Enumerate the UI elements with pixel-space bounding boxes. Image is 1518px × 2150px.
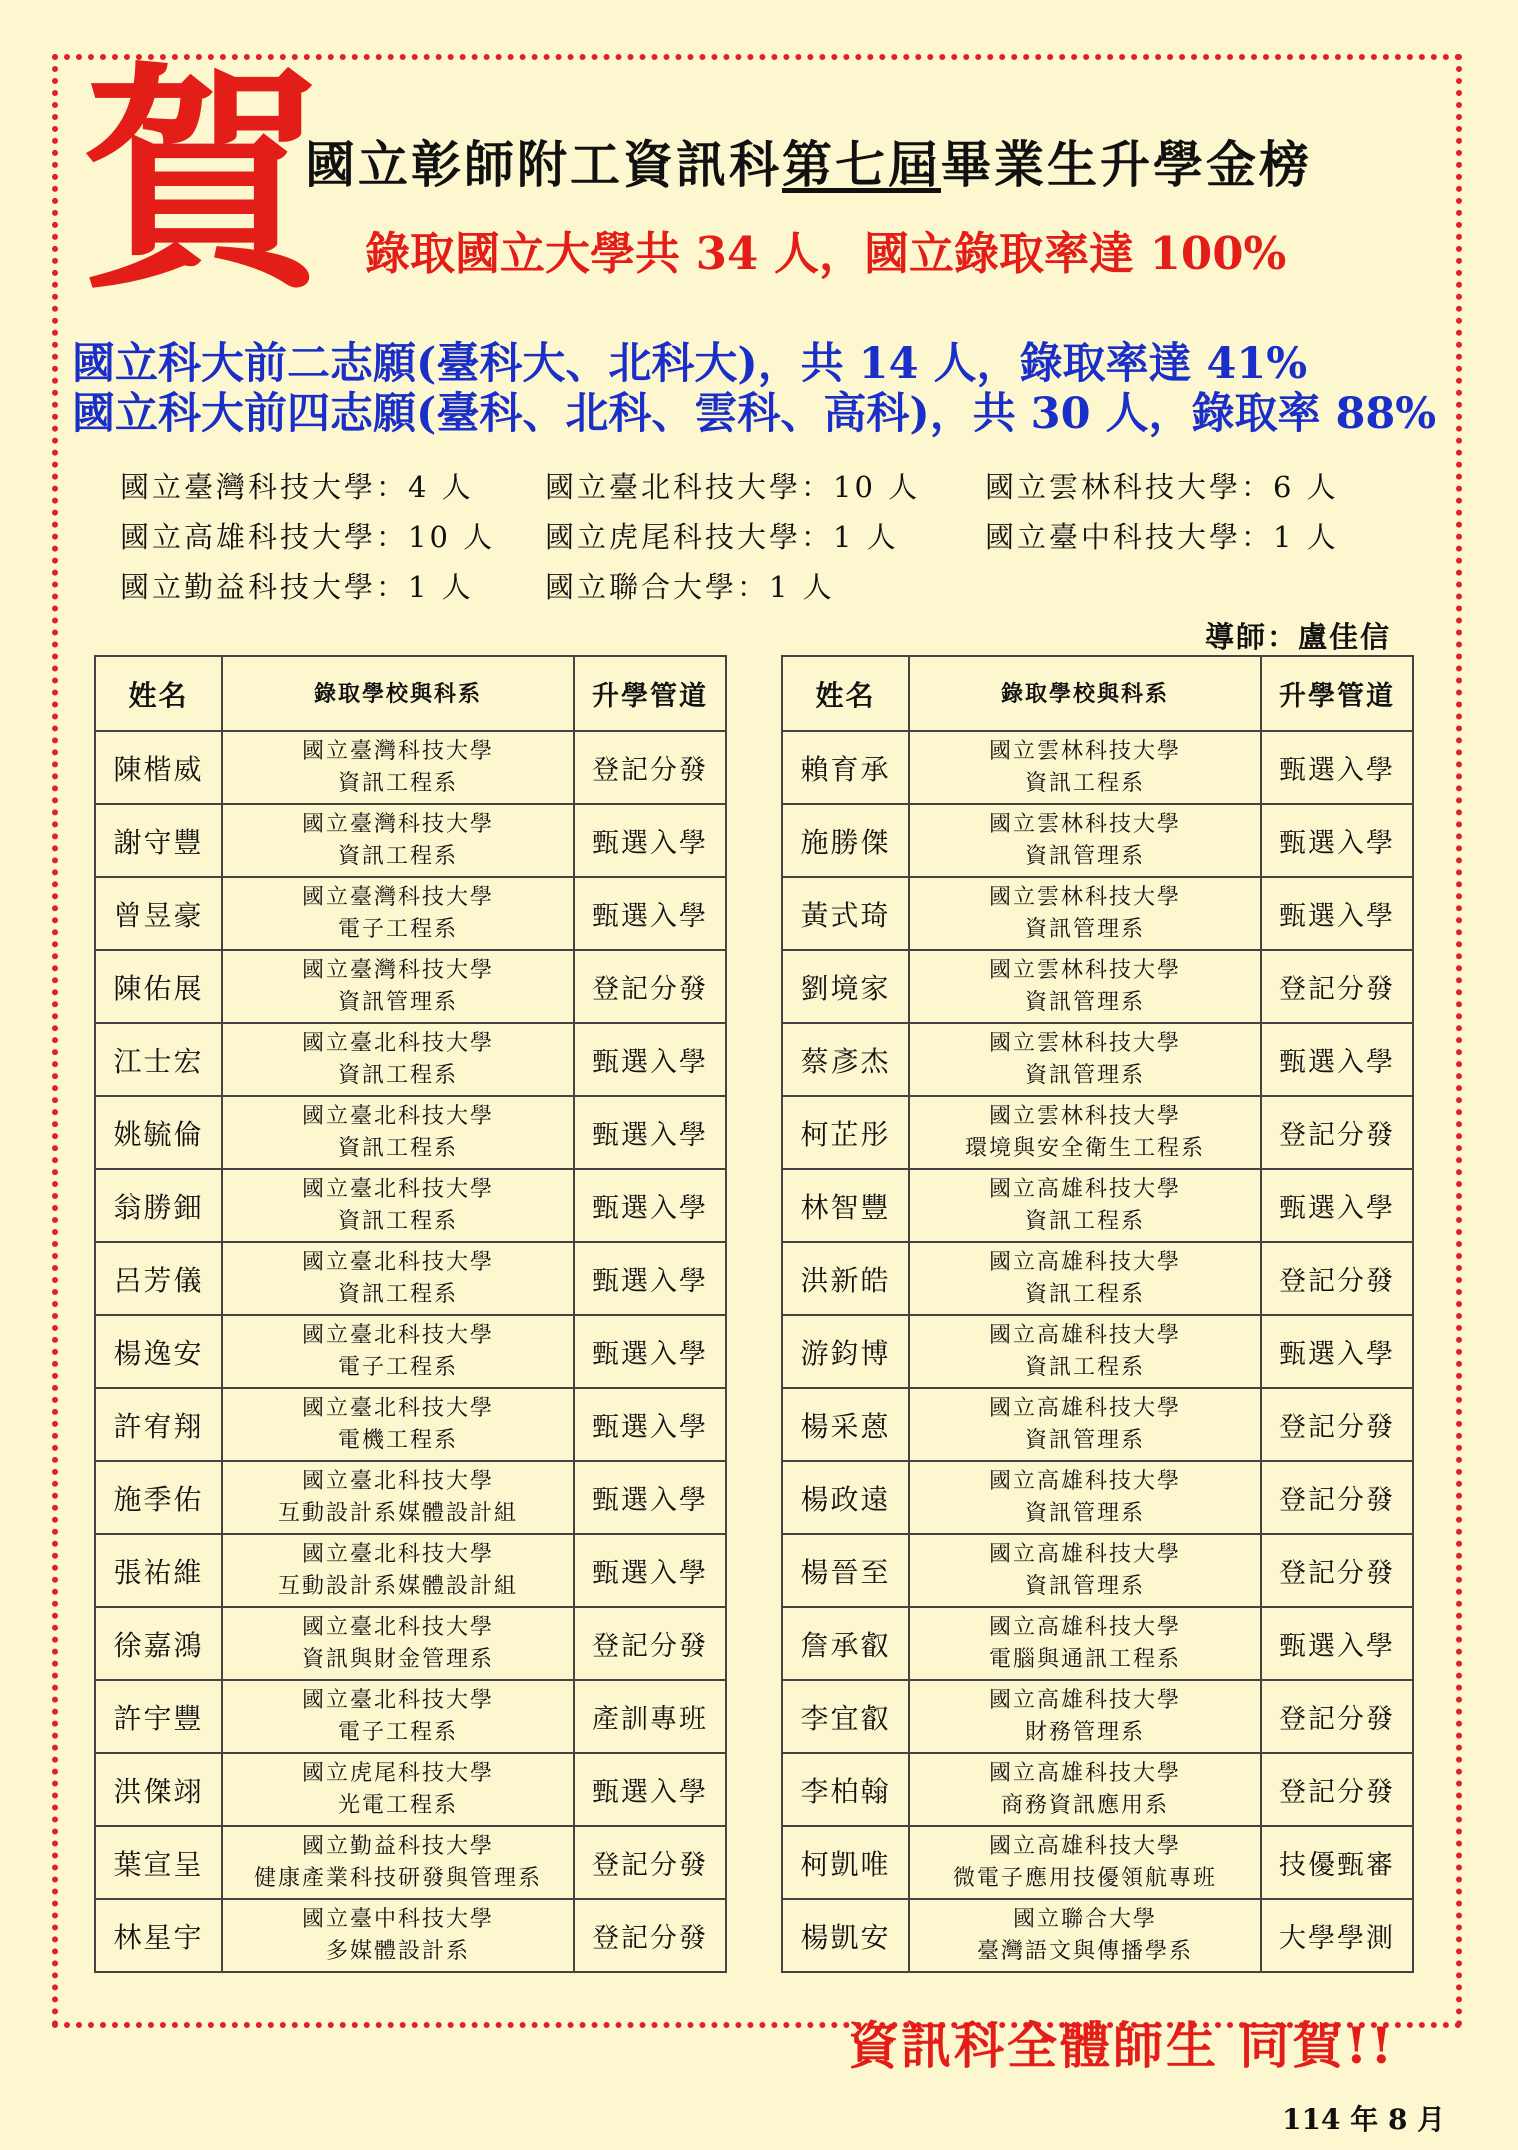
student-name: 陳佑展 bbox=[95, 950, 222, 1023]
title-class: 第七屆 bbox=[782, 135, 941, 194]
school-count: 國立虎尾科技大學：1 人 bbox=[545, 520, 899, 554]
school-name: 國立臺中科技大學 bbox=[301, 1906, 494, 1932]
school-department bbox=[909, 1461, 1261, 1534]
department-name: 互動設計系媒體設計組 bbox=[277, 1573, 518, 1599]
school-department bbox=[909, 950, 1261, 1023]
student-name: 洪新皓 bbox=[782, 1242, 909, 1315]
school-name: 國立臺灣科技大學 bbox=[301, 811, 494, 837]
school-name: 國立聯合大學 bbox=[1012, 1906, 1157, 1932]
school-department bbox=[222, 1680, 574, 1753]
table-row bbox=[95, 1607, 726, 1680]
school-count: 國立臺灣科技大學：4 人 bbox=[120, 470, 474, 504]
department-name: 環境與安全衛生工程系 bbox=[964, 1135, 1205, 1161]
department-name: 微電子應用技優領航專班 bbox=[952, 1865, 1217, 1891]
school-department bbox=[909, 877, 1261, 950]
table-row bbox=[782, 1680, 1413, 1753]
admission-channel: 登記分發 bbox=[574, 1899, 726, 1972]
student-name: 楊凱安 bbox=[782, 1899, 909, 1972]
student-name: 施季佑 bbox=[95, 1461, 222, 1534]
student-name: 張祐維 bbox=[95, 1534, 222, 1607]
student-name: 楊逸安 bbox=[95, 1315, 222, 1388]
department-name: 資訊管理系 bbox=[1024, 916, 1145, 942]
department-name: 互動設計系媒體設計組 bbox=[277, 1500, 518, 1526]
table-row bbox=[782, 1096, 1413, 1169]
table-row bbox=[782, 1242, 1413, 1315]
school-row bbox=[120, 465, 1420, 515]
title-school: 國立彰師附工資訊科 bbox=[305, 135, 782, 194]
school-name: 國立臺北科技大學 bbox=[301, 1468, 494, 1494]
school-name: 國立臺灣科技大學 bbox=[301, 957, 494, 983]
school-department bbox=[222, 950, 574, 1023]
admission-channel: 甄選入學 bbox=[1261, 731, 1413, 804]
admission-table-right bbox=[781, 655, 1414, 1973]
department-name: 資訊工程系 bbox=[337, 1281, 458, 1307]
school-count: 國立臺中科技大學：1 人 bbox=[985, 520, 1339, 554]
title-list: 畢業生升學金榜 bbox=[941, 135, 1312, 194]
department-name: 資訊工程系 bbox=[1024, 1281, 1145, 1307]
admission-channel: 登記分發 bbox=[1261, 1461, 1413, 1534]
admission-channel: 登記分發 bbox=[1261, 1242, 1413, 1315]
school-name: 國立虎尾科技大學 bbox=[301, 1760, 494, 1786]
student-name: 洪傑翊 bbox=[95, 1753, 222, 1826]
department-name: 電子工程系 bbox=[337, 1354, 458, 1380]
table-row bbox=[782, 1607, 1413, 1680]
student-name: 呂芳儀 bbox=[95, 1242, 222, 1315]
top-four-summary: 國立科大前四志願(臺科、北科、雲科、高科)，共 30 人，錄取率 88% bbox=[72, 389, 1437, 439]
school-department bbox=[909, 1096, 1261, 1169]
department-name: 健康產業科技研發與管理系 bbox=[253, 1865, 542, 1891]
table-row bbox=[95, 1461, 726, 1534]
department-name: 商務資訊應用系 bbox=[1000, 1792, 1169, 1818]
department-name: 臺灣語文與傳播學系 bbox=[976, 1938, 1193, 1964]
school-name: 國立高雄科技大學 bbox=[988, 1541, 1181, 1567]
school-department bbox=[222, 1753, 574, 1826]
student-name: 謝守豐 bbox=[95, 804, 222, 877]
student-name: 柯芷彤 bbox=[782, 1096, 909, 1169]
school-name: 國立臺北科技大學 bbox=[301, 1322, 494, 1348]
table-row bbox=[95, 1096, 726, 1169]
school-department bbox=[222, 731, 574, 804]
admission-channel: 登記分發 bbox=[1261, 1680, 1413, 1753]
school-department bbox=[222, 877, 574, 950]
school-department bbox=[909, 1023, 1261, 1096]
school-name: 國立臺北科技大學 bbox=[301, 1687, 494, 1713]
admission-channel: 登記分發 bbox=[1261, 1753, 1413, 1826]
school-name: 國立高雄科技大學 bbox=[988, 1322, 1181, 1348]
school-name: 國立高雄科技大學 bbox=[988, 1395, 1181, 1421]
poster-date: 114 年 8 月 bbox=[1282, 2103, 1446, 2136]
school-department bbox=[222, 804, 574, 877]
student-name: 李宜叡 bbox=[782, 1680, 909, 1753]
congrats-character: 賀 bbox=[82, 42, 323, 322]
table-row bbox=[95, 1023, 726, 1096]
table-row bbox=[95, 1753, 726, 1826]
department-name: 資訊管理系 bbox=[1024, 1062, 1145, 1088]
school-name: 國立臺北科技大學 bbox=[301, 1176, 494, 1202]
school-name: 國立臺北科技大學 bbox=[301, 1030, 494, 1056]
table-row bbox=[95, 1899, 726, 1972]
school-department bbox=[909, 1753, 1261, 1826]
admission-channel: 甄選入學 bbox=[574, 1023, 726, 1096]
top-two-summary: 國立科大前二志願(臺科大、北科大)，共 14 人，錄取率達 41% bbox=[72, 339, 1308, 389]
table-row bbox=[95, 1315, 726, 1388]
table-row bbox=[95, 1242, 726, 1315]
header-school-dept: 錄取學校與科系 bbox=[222, 656, 574, 731]
admission-channel: 登記分發 bbox=[574, 1607, 726, 1680]
school-name: 國立臺灣科技大學 bbox=[301, 738, 494, 764]
department-name: 電子工程系 bbox=[337, 1719, 458, 1745]
table-row bbox=[95, 1534, 726, 1607]
admission-channel: 甄選入學 bbox=[1261, 1607, 1413, 1680]
school-department bbox=[222, 1826, 574, 1899]
table-row bbox=[782, 1534, 1413, 1607]
admission-channel: 甄選入學 bbox=[574, 1096, 726, 1169]
student-name: 徐嘉鴻 bbox=[95, 1607, 222, 1680]
admission-channel: 甄選入學 bbox=[574, 877, 726, 950]
table-row bbox=[782, 1169, 1413, 1242]
school-counts bbox=[120, 465, 1420, 615]
table-header-row bbox=[782, 656, 1413, 731]
school-department bbox=[909, 1242, 1261, 1315]
department-name: 資訊管理系 bbox=[1024, 989, 1145, 1015]
admission-channel: 登記分發 bbox=[574, 731, 726, 804]
student-name: 楊政遠 bbox=[782, 1461, 909, 1534]
student-name: 葉宣呈 bbox=[95, 1826, 222, 1899]
admission-channel: 甄選入學 bbox=[574, 1753, 726, 1826]
header-channel: 升學管道 bbox=[1261, 656, 1413, 731]
admission-table-left bbox=[94, 655, 727, 1973]
table-row bbox=[95, 1388, 726, 1461]
school-row bbox=[120, 565, 1420, 615]
department-name: 電腦與通訊工程系 bbox=[988, 1646, 1181, 1672]
table-row bbox=[95, 731, 726, 804]
table-row bbox=[782, 731, 1413, 804]
table-row bbox=[782, 804, 1413, 877]
school-department bbox=[909, 1899, 1261, 1972]
school-department bbox=[909, 1169, 1261, 1242]
department-name: 資訊管理系 bbox=[1024, 1500, 1145, 1526]
table-row bbox=[95, 804, 726, 877]
department-name: 財務管理系 bbox=[1024, 1719, 1145, 1745]
school-count bbox=[985, 565, 1385, 615]
admission-channel: 甄選入學 bbox=[1261, 1169, 1413, 1242]
table-row bbox=[95, 1826, 726, 1899]
admission-channel: 甄選入學 bbox=[574, 804, 726, 877]
admission-channel: 甄選入學 bbox=[574, 1242, 726, 1315]
department-name: 資訊管理系 bbox=[1024, 1573, 1145, 1599]
admission-channel: 登記分發 bbox=[1261, 1096, 1413, 1169]
table-row bbox=[782, 1753, 1413, 1826]
table-row bbox=[782, 1023, 1413, 1096]
header-channel: 升學管道 bbox=[574, 656, 726, 731]
admission-channel: 登記分發 bbox=[1261, 950, 1413, 1023]
school-department bbox=[222, 1169, 574, 1242]
admission-channel: 甄選入學 bbox=[1261, 804, 1413, 877]
school-department bbox=[222, 1242, 574, 1315]
admission-channel: 甄選入學 bbox=[574, 1169, 726, 1242]
student-name: 施勝傑 bbox=[782, 804, 909, 877]
department-name: 資訊工程系 bbox=[1024, 1208, 1145, 1234]
school-count: 國立高雄科技大學：10 人 bbox=[120, 520, 496, 554]
school-name: 國立臺北科技大學 bbox=[301, 1614, 494, 1640]
school-name: 國立臺北科技大學 bbox=[301, 1541, 494, 1567]
school-department bbox=[222, 1023, 574, 1096]
student-name: 劉境家 bbox=[782, 950, 909, 1023]
department-name: 多媒體設計系 bbox=[325, 1938, 470, 1964]
school-department bbox=[909, 804, 1261, 877]
department-name: 資訊工程系 bbox=[1024, 770, 1145, 796]
department-name: 電子工程系 bbox=[337, 916, 458, 942]
poster-title bbox=[305, 125, 1312, 197]
student-name: 林智豐 bbox=[782, 1169, 909, 1242]
admission-channel: 登記分發 bbox=[1261, 1388, 1413, 1461]
school-name: 國立雲林科技大學 bbox=[988, 884, 1181, 910]
student-name: 江士宏 bbox=[95, 1023, 222, 1096]
school-count: 國立雲林科技大學：6 人 bbox=[985, 470, 1339, 504]
school-count: 國立聯合大學：1 人 bbox=[545, 570, 835, 604]
school-count: 國立臺北科技大學：10 人 bbox=[545, 470, 921, 504]
table-row bbox=[782, 877, 1413, 950]
student-name: 楊采蒽 bbox=[782, 1388, 909, 1461]
admission-channel: 大學學測 bbox=[1261, 1899, 1413, 1972]
admission-channel: 甄選入學 bbox=[574, 1388, 726, 1461]
student-name: 黃式琦 bbox=[782, 877, 909, 950]
school-department bbox=[222, 1461, 574, 1534]
student-name: 姚毓倫 bbox=[95, 1096, 222, 1169]
school-name: 國立雲林科技大學 bbox=[988, 811, 1181, 837]
admission-channel: 甄選入學 bbox=[1261, 1315, 1413, 1388]
department-name: 資訊管理系 bbox=[1024, 1427, 1145, 1453]
student-name: 許宇豐 bbox=[95, 1680, 222, 1753]
school-department bbox=[222, 1607, 574, 1680]
department-name: 資訊工程系 bbox=[337, 770, 458, 796]
school-name: 國立高雄科技大學 bbox=[988, 1176, 1181, 1202]
table-row bbox=[782, 1315, 1413, 1388]
admission-channel: 甄選入學 bbox=[574, 1461, 726, 1534]
school-department bbox=[909, 1607, 1261, 1680]
header-name: 姓名 bbox=[782, 656, 909, 731]
tutor-name: 導師：盧佳信 bbox=[1205, 620, 1392, 654]
school-name: 國立雲林科技大學 bbox=[988, 738, 1181, 764]
department-name: 資訊工程系 bbox=[337, 1062, 458, 1088]
admission-channel: 甄選入學 bbox=[574, 1315, 726, 1388]
school-department bbox=[222, 1899, 574, 1972]
school-department bbox=[222, 1534, 574, 1607]
student-name: 陳楷威 bbox=[95, 731, 222, 804]
department-name: 光電工程系 bbox=[337, 1792, 458, 1818]
school-department bbox=[909, 1680, 1261, 1753]
admission-channel: 技優甄審 bbox=[1261, 1826, 1413, 1899]
school-name: 國立雲林科技大學 bbox=[988, 1030, 1181, 1056]
school-name: 國立高雄科技大學 bbox=[988, 1760, 1181, 1786]
department-name: 資訊與財金管理系 bbox=[301, 1646, 494, 1672]
department-name: 資訊工程系 bbox=[337, 1135, 458, 1161]
school-name: 國立高雄科技大學 bbox=[988, 1614, 1181, 1640]
school-name: 國立臺北科技大學 bbox=[301, 1103, 494, 1129]
table-row bbox=[782, 1899, 1413, 1972]
school-name: 國立臺北科技大學 bbox=[301, 1395, 494, 1421]
department-name: 資訊工程系 bbox=[337, 843, 458, 869]
admission-summary: 錄取國立大學共 34 人，國立錄取率達 100% bbox=[365, 227, 1287, 280]
school-department bbox=[909, 731, 1261, 804]
table-row bbox=[95, 1680, 726, 1753]
table-row bbox=[782, 1388, 1413, 1461]
student-name: 許宥翔 bbox=[95, 1388, 222, 1461]
department-name: 電機工程系 bbox=[337, 1427, 458, 1453]
header-school-dept: 錄取學校與科系 bbox=[909, 656, 1261, 731]
student-name: 林星宇 bbox=[95, 1899, 222, 1972]
table-row bbox=[782, 950, 1413, 1023]
student-name: 游鈞博 bbox=[782, 1315, 909, 1388]
admission-channel: 登記分發 bbox=[574, 1826, 726, 1899]
student-name: 翁勝鈿 bbox=[95, 1169, 222, 1242]
school-row bbox=[120, 515, 1420, 565]
school-department bbox=[909, 1315, 1261, 1388]
table-row bbox=[95, 950, 726, 1023]
header-name: 姓名 bbox=[95, 656, 222, 731]
department-name: 資訊工程系 bbox=[337, 1208, 458, 1234]
student-name: 柯凱唯 bbox=[782, 1826, 909, 1899]
admission-channel: 產訓專班 bbox=[574, 1680, 726, 1753]
school-name: 國立高雄科技大學 bbox=[988, 1687, 1181, 1713]
student-name: 楊晉至 bbox=[782, 1534, 909, 1607]
admission-channel: 登記分發 bbox=[1261, 1534, 1413, 1607]
school-name: 國立臺灣科技大學 bbox=[301, 884, 494, 910]
student-name: 蔡彥杰 bbox=[782, 1023, 909, 1096]
student-name: 李柏翰 bbox=[782, 1753, 909, 1826]
table-header-row bbox=[95, 656, 726, 731]
school-name: 國立高雄科技大學 bbox=[988, 1833, 1181, 1859]
school-department bbox=[909, 1826, 1261, 1899]
student-name: 詹承叡 bbox=[782, 1607, 909, 1680]
student-name: 賴育承 bbox=[782, 731, 909, 804]
table-row bbox=[95, 877, 726, 950]
department-name: 資訊工程系 bbox=[1024, 1354, 1145, 1380]
school-name: 國立雲林科技大學 bbox=[988, 957, 1181, 983]
school-name: 國立高雄科技大學 bbox=[988, 1468, 1181, 1494]
school-name: 國立雲林科技大學 bbox=[988, 1103, 1181, 1129]
admission-channel: 甄選入學 bbox=[574, 1534, 726, 1607]
department-name: 資訊管理系 bbox=[337, 989, 458, 1015]
school-count: 國立勤益科技大學：1 人 bbox=[120, 570, 474, 604]
school-department bbox=[909, 1388, 1261, 1461]
school-department bbox=[909, 1534, 1261, 1607]
department-name: 資訊管理系 bbox=[1024, 843, 1145, 869]
congrats-signoff: 資訊科全體師生 同賀!! bbox=[848, 2016, 1396, 2075]
school-name: 國立高雄科技大學 bbox=[988, 1249, 1181, 1275]
student-name: 曾昱豪 bbox=[95, 877, 222, 950]
table-row bbox=[782, 1826, 1413, 1899]
school-department bbox=[222, 1315, 574, 1388]
table-row bbox=[95, 1169, 726, 1242]
admission-channel: 甄選入學 bbox=[1261, 877, 1413, 950]
school-name: 國立勤益科技大學 bbox=[301, 1833, 494, 1859]
school-department bbox=[222, 1388, 574, 1461]
admission-channel: 登記分發 bbox=[574, 950, 726, 1023]
admission-channel: 甄選入學 bbox=[1261, 1023, 1413, 1096]
school-name: 國立臺北科技大學 bbox=[301, 1249, 494, 1275]
table-row bbox=[782, 1461, 1413, 1534]
school-department bbox=[222, 1096, 574, 1169]
